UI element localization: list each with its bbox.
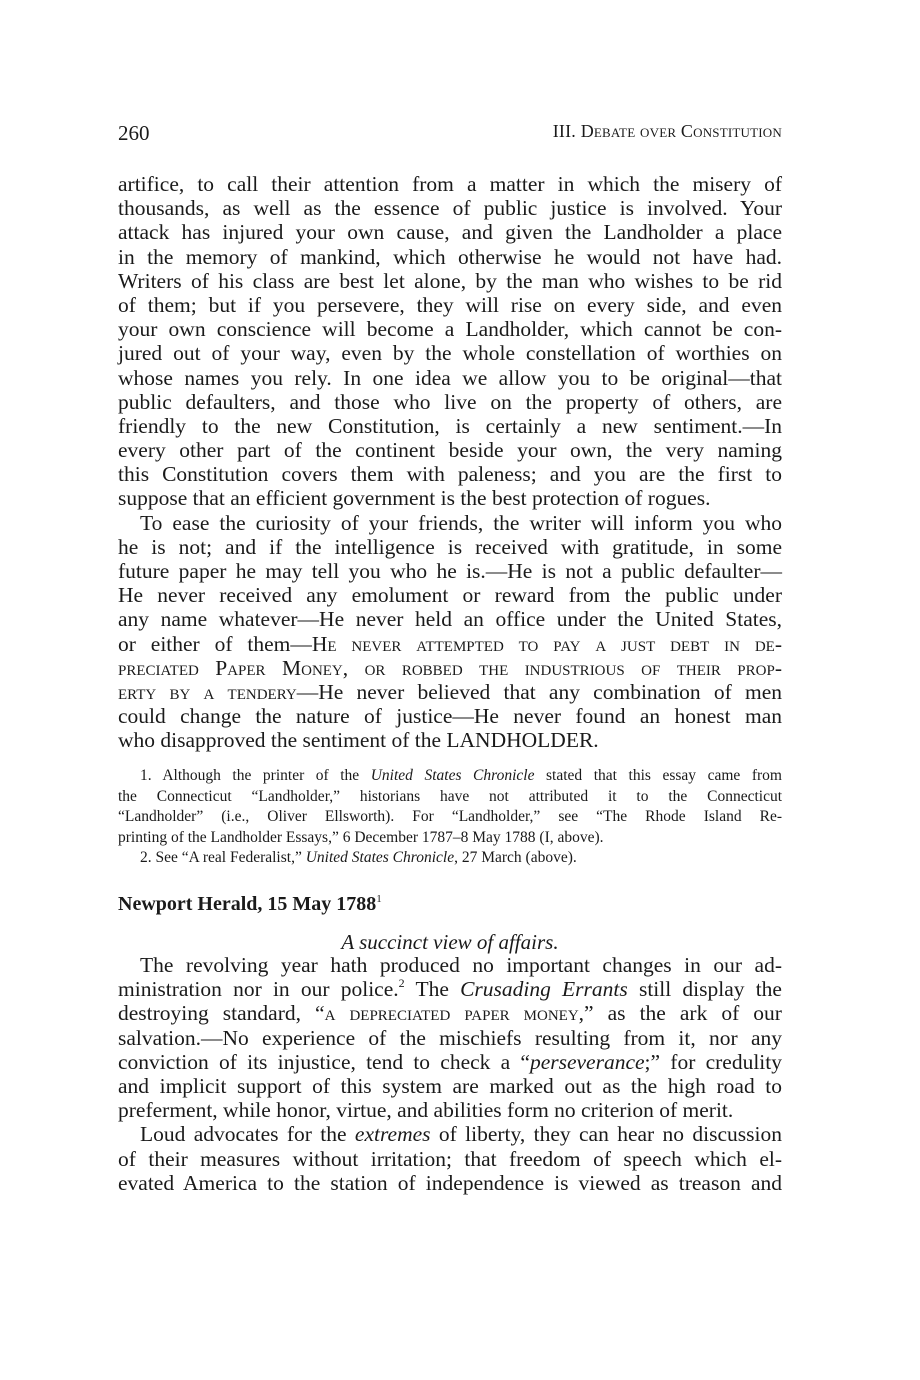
text-span: still display the	[627, 977, 782, 1002]
text-line: whose names you rely. In one idea we allow you to be original—that	[118, 365, 782, 390]
text-span: Loud advocates for the	[140, 1122, 355, 1147]
heading-text: Newport Herald, 15 May 1788	[118, 893, 377, 915]
text-line: this Constitution covers them with paleness; and you are the first to	[118, 462, 782, 487]
text-line: jured out of your way, even by the whole constellation of worthies on	[118, 341, 782, 366]
section-heading	[118, 893, 382, 916]
section-subheading: A succinct view of affairs.	[341, 930, 559, 954]
main-text-block	[118, 172, 782, 753]
heading-note-ref: 1	[376, 893, 382, 905]
text-line: in the memory of mankind, which otherwise he would not have had.	[118, 244, 782, 269]
note-ref: 2	[398, 976, 405, 991]
text-span: 2. See “A real Federalist,”	[140, 849, 306, 866]
text-span: ministration nor in our police.	[118, 977, 399, 1002]
section-body	[118, 953, 782, 1195]
text-line: Writers of his class are best let alone, by the man who wishes to be rid	[118, 268, 782, 293]
italic-span: United States Chronicle	[370, 767, 535, 784]
text-line: public defaulters, and those who live on the property of others, are	[118, 389, 782, 414]
text-line: of them; but if you persevere, they will rise on every side, and even	[118, 292, 782, 317]
small-caps-span: erty by a tendery	[118, 679, 297, 704]
text-span: ;” for credulity	[644, 1049, 782, 1074]
text-line	[118, 977, 782, 1001]
text-line: could change the nature of justice—He never found an honest man	[118, 704, 782, 729]
italic-span: Crusading Errants	[460, 977, 628, 1002]
text-span: destroying standard, “	[118, 1001, 325, 1026]
text-line: who disapproved the sentiment of the LANDHOLDER.	[118, 728, 599, 753]
text-line	[118, 680, 782, 704]
text-line: artifice, to call their attention from a matter in which the misery of	[118, 172, 782, 196]
footnote-2	[118, 848, 782, 869]
text-line: your own conscience will become a Landholder, which cannot be con-	[118, 317, 782, 342]
text-span: , 27 March (above).	[454, 849, 577, 866]
text-line: The revolving year hath produced no important changes in our ad-	[140, 953, 782, 977]
small-caps-span: a depreciated paper money	[324, 1001, 579, 1026]
text-span: ,” as the ark of our	[578, 1001, 782, 1026]
text-line: friendly to the new Constitution, is certainly a new sentiment.—In	[118, 413, 782, 438]
text-line	[118, 1001, 782, 1025]
small-caps-span: preciated Paper Money, or robbed the industrious of their prop-	[118, 655, 782, 680]
text-line: evated America to the station of independence is viewed as treason and	[118, 1170, 782, 1195]
text-line	[118, 632, 782, 656]
text-line: preferment, while honor, virtue, and abilities form no criterion of merit.	[118, 1098, 734, 1123]
text-line: He never received any emolument or reward from the public under	[118, 583, 782, 608]
text-span: —He never believed that any combination of men	[296, 679, 782, 704]
small-caps-span: He never attempted to pay a just debt in de-	[311, 631, 782, 656]
text-span: of liberty, they can hear no discussion	[430, 1122, 782, 1147]
text-span: The	[404, 977, 461, 1002]
text-line: To ease the curiosity of your friends, the writer will inform you who	[140, 510, 782, 535]
text-span: 1. Although the printer of the	[140, 767, 371, 784]
footnote-1	[118, 766, 782, 787]
text-line: salvation.—No experience of the mischiefs resulting from it, nor any	[118, 1025, 782, 1050]
italic-span: United States Chronicle	[305, 849, 455, 866]
text-span: conviction of its injustice, tend to check a “	[118, 1049, 530, 1074]
footnote-line: “Landholder” (i.e., Oliver Ellsworth). For “Landholder,” see “The Rhode Island Re-	[118, 808, 782, 825]
running-head: III. Debate over Constitution	[552, 121, 782, 141]
footnotes	[118, 766, 782, 869]
text-line: future paper he may tell you who he is.—He is not a public defaulter—	[118, 559, 782, 583]
text-line: suppose that an efficient government is the best protection of rogues.	[118, 486, 711, 511]
italic-span: perseverance	[529, 1049, 645, 1074]
text-line	[118, 1050, 782, 1074]
footnote-line: printing of the Landholder Essays,” 6 December 1787–8 May 1788 (I, above).	[118, 828, 604, 846]
text-span: or either of them—	[118, 631, 312, 656]
page-number: 260	[118, 121, 150, 145]
page-header	[118, 121, 782, 151]
text-line: thousands, as well as the essence of public justice is involved. Your	[118, 196, 782, 221]
text-line: and implicit support of this system are marked out as the high road to	[118, 1073, 782, 1098]
text-line	[118, 1122, 782, 1146]
text-line: every other part of the continent beside your own, the very naming	[118, 438, 782, 463]
text-line: attack has injured your own cause, and given the Landholder a place	[118, 220, 782, 245]
text-line: any name whatever—He never held an office under the United States,	[118, 607, 782, 632]
text-span: stated that this essay came from	[534, 767, 782, 784]
footnote-line: the Connecticut “Landholder,” historians have not attributed it to the Connecticut	[118, 787, 782, 805]
text-line: he is not; and if the intelligence is received with gratitude, in some	[118, 534, 782, 559]
text-line: of their measures without irritation; that freedom of speech which el-	[118, 1146, 782, 1171]
text-line	[118, 656, 782, 680]
italic-span: extremes	[354, 1122, 431, 1147]
